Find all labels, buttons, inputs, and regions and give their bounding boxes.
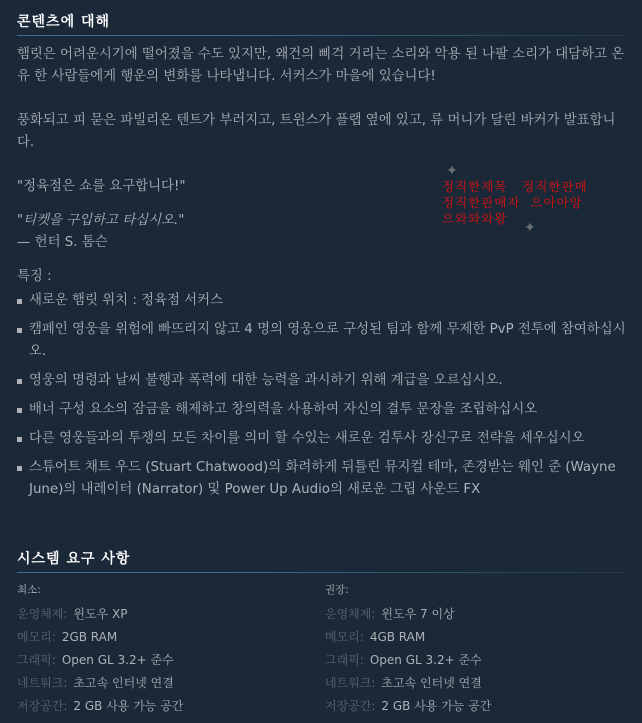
bullet-icon	[17, 299, 22, 304]
quote-1: "정육점은 쇼를 요구합니다!"	[17, 179, 186, 194]
sparkle-icon: ✦	[524, 220, 536, 236]
req-row-graphics: 그래픽: Open GL 3.2+ 준수	[17, 653, 174, 667]
feature-item: 다른 영웅들과의 투쟁의 모든 차이를 의미 할 수있는 새로운 검투사 장신구로 전략을 세우십시오	[17, 428, 629, 450]
recommended-heading: 권장:	[325, 584, 349, 596]
feature-item: 배너 구성 요소의 잠금을 해제하고 창의력을 사용하여 자신의 결투 문장을 조립하십시오	[17, 399, 629, 421]
bullet-icon	[17, 437, 22, 442]
req-row-memory: 메모리: 4GB RAM	[325, 630, 426, 644]
bullet-icon	[17, 466, 22, 471]
description-paragraph-1: 햄릿은 어려운시기에 떨어졌을 수도 있지만, 왜건의 삐걱 거리는 소리와 악용 된 나팔 소리가 대담하고 온유 한 사람들에게 행운의 변화를 나타냅니다. 서커스가 마을에 있습니다!	[17, 47, 625, 84]
overlay-annotation	[442, 179, 588, 227]
req-row-os: 운영체제: 윈도우 7 이상	[325, 607, 455, 621]
feature-item: 캠페인 영웅을 위험에 빠뜨리지 않고 4 명의 영웅으로 구성된 팀과 함께 무제한 PvP 전투에 참여하십시오.	[17, 319, 629, 363]
req-row-memory: 메모리: 2GB RAM	[17, 630, 118, 644]
overlay-line-1: 정직한제목 정직한판매	[442, 179, 588, 194]
req-row-storage: 저장공간: 2 GB 사용 가능 공간	[17, 699, 184, 713]
feature-item: 새로운 햄릿 위치 : 정육점 서커스	[17, 290, 629, 312]
requirements-minimum	[17, 582, 183, 718]
quote-2: "티켓을 구입하고 타십시오."	[17, 213, 185, 228]
req-row-os: 운영체제: 윈도우 XP	[17, 607, 128, 621]
sysreq-section-title: 시스템 요구 사항	[17, 548, 627, 573]
bullet-icon	[17, 379, 22, 384]
requirements-recommended	[325, 582, 491, 718]
bullet-icon	[17, 328, 22, 333]
quote-attribution: — 헌터 S. 톰슨	[17, 235, 108, 250]
minimum-heading: 최소:	[17, 584, 41, 596]
req-row-network: 네트워크: 초고속 인터넷 연결	[325, 676, 482, 690]
overlay-line-2: 정직한판매자 으아아앙	[442, 195, 583, 210]
bullet-icon	[17, 408, 22, 413]
description-paragraph-2: 풍화되고 피 묻은 파빌리온 텐트가 부러지고, 트윈스가 플랩 옆에 있고, 류 머니가 달린 바커가 발표합니다.	[17, 113, 616, 150]
overlay-line-3: 으와와와왕	[442, 211, 508, 226]
features-label: 특징 :	[17, 269, 52, 284]
req-row-graphics: 그래픽: Open GL 3.2+ 준수	[325, 653, 482, 667]
req-row-network: 네트워크: 초고속 인터넷 연결	[17, 676, 174, 690]
req-row-storage: 저장공간: 2 GB 사용 가능 공간	[325, 699, 492, 713]
about-section-title: 콘텐츠에 대해	[17, 11, 627, 36]
game-description	[17, 44, 629, 508]
feature-item: 스튜어트 채트 우드 (Stuart Chatwood)의 화려하게 뒤틀린 뮤지컬 테마, 존경받는 웨인 준 (Wayne June)의 내레이터 (Narrator) 및 Power Up Audio의 새로운 그립 사운드 FX	[17, 457, 629, 501]
sparkle-icon: ✦	[446, 163, 458, 179]
features-list	[17, 290, 629, 501]
feature-item: 영웅의 명령과 날씨 불행과 폭력에 대한 능력을 과시하기 위해 계급을 오르십시오.	[17, 370, 629, 392]
